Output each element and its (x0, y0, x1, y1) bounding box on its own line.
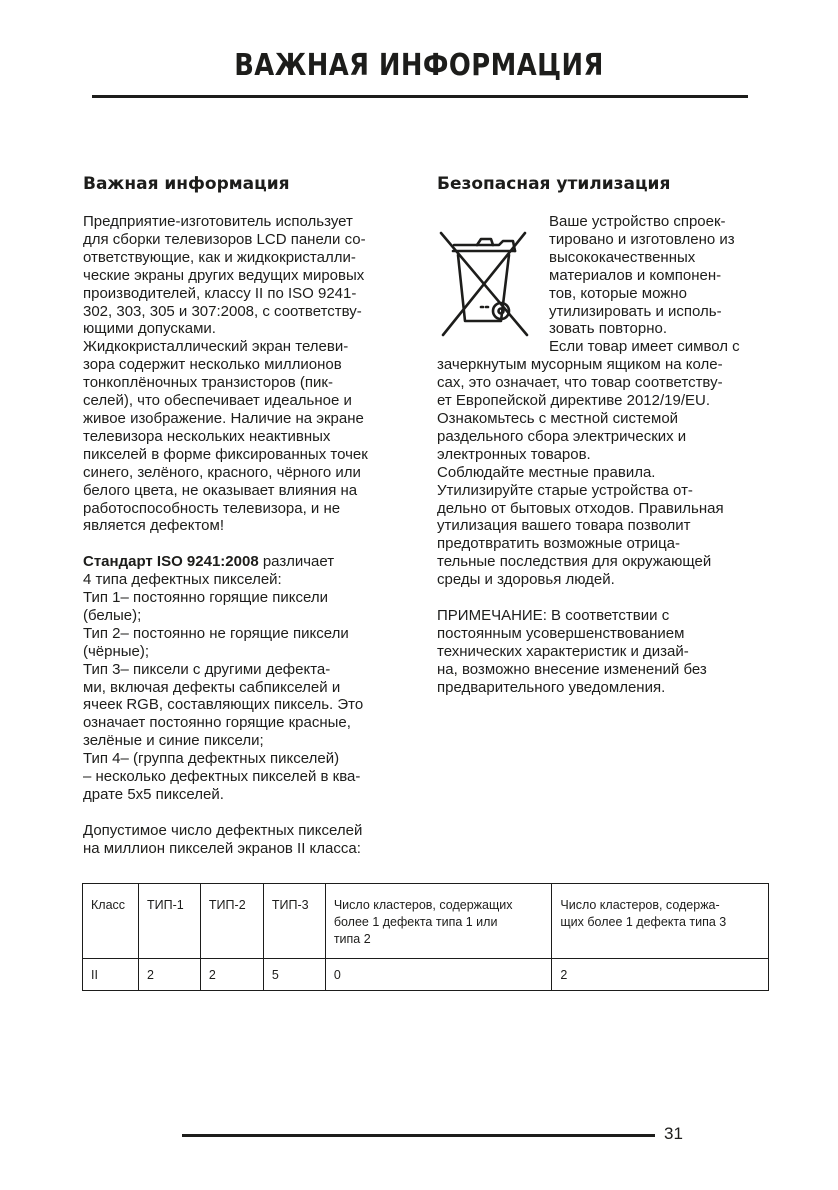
text-line: ми, включая дефекты сабпикселей и (83, 678, 341, 696)
text-line: более 1 дефекта типа 1 или (333, 915, 498, 929)
page-number: 31 (664, 1124, 683, 1143)
table-header-cell: Класс (83, 884, 139, 959)
table-cell: 2 (552, 959, 769, 991)
text-line: Утилизируйте старые устройства от- (437, 481, 693, 499)
text-line: типа 2 (333, 932, 371, 946)
text-line: работоспособность телевизора, и не (83, 499, 341, 517)
important-info-title: Важная информация (83, 174, 290, 194)
text-line: Предприятие-изготовитель использует (83, 213, 353, 230)
text-line: материалов и компонен- (549, 266, 722, 284)
text-line: высококачественных (549, 248, 696, 266)
table-cell: 2 (138, 959, 200, 991)
text-line: предотвратить возможные отрица- (437, 535, 681, 553)
table-cell: 5 (263, 959, 325, 991)
text-line: тонкоплёночных транзисторов (пик- (83, 374, 333, 392)
table-header-cell (552, 884, 769, 959)
table-header-row (83, 884, 769, 959)
text-line: Тип 4– (группа дефектных пикселей) (83, 750, 340, 768)
text-line: 302, 303, 305 и 307:2008, с соответству- (83, 302, 362, 320)
text-line: постоянным усовершенствованием (437, 624, 685, 642)
text-line: означает постоянно горящие красные, (83, 714, 351, 732)
allowed-defects-paragraph (83, 822, 413, 858)
text-line: Жидкокристаллический экран телеви- (83, 338, 349, 356)
text-line: селей), что обеспечивает идеальное и (83, 392, 352, 410)
text-line: Число кластеров, содержащих (333, 898, 513, 912)
text-line: Тип 3– пиксели с другими дефекта- (83, 660, 331, 678)
text-line: ПРИМЕЧАНИЕ: В соответствии с (437, 606, 670, 624)
standard-text: различает (258, 553, 335, 571)
text-line: тельные последствия для окружающей (437, 553, 712, 571)
text-line: 4 типа дефектных пикселей: (83, 571, 282, 589)
table-cell: 2 (200, 959, 263, 991)
table-cell: II (83, 959, 139, 991)
text-line: – несколько дефектных пикселей в ква- (83, 768, 361, 786)
text-line: утилизация вашего товара позволит (437, 517, 691, 535)
text-line: тировано и изготовлено из (549, 230, 735, 248)
text-line: производителей, классу II по ISO 9241- (83, 284, 357, 302)
text-line: утилизировать и исполь- (549, 302, 722, 320)
page-title: ВАЖНАЯ ИНФОРМАЦИЯ (234, 48, 604, 83)
text-line: тов, которые можно (549, 284, 687, 302)
crossed-out-wheelie-bin-icon (437, 217, 533, 341)
standard-name: Стандарт ISO 9241:2008 (83, 553, 259, 571)
text-line: (белые); (83, 606, 142, 624)
text-line: зовать повторно. (549, 320, 668, 338)
text-line: предварительного уведомления. (437, 678, 666, 696)
text-line: на, возможно внесение изменений без (437, 660, 707, 678)
text-line: Тип 1– постоянно горящие пиксели (83, 589, 328, 607)
text-line: раздельного сбора электрических и (437, 427, 687, 445)
text-line: драте 5x5 пикселей. (83, 785, 224, 803)
text-line: Допустимое число дефектных пикселей (83, 821, 363, 839)
text-line: зора содержит несколько миллионов (83, 356, 342, 374)
footer-divider (182, 1134, 655, 1137)
text-line: сах, это означает, что товар соответству- (437, 374, 723, 392)
text-line (83, 553, 413, 571)
text-line: пикселей в форме фиксированных точек (83, 445, 368, 463)
text-line: Тип 2– постоянно не горящие пиксели (83, 624, 349, 642)
text-line: Соблюдайте местные правила. (437, 463, 656, 481)
text-line: на миллион пикселей экранов II класса: (83, 839, 361, 857)
important-info-section (83, 174, 413, 858)
text-line: дельно от бытовых отходов. Правильная (437, 499, 724, 517)
text-line: Ознакомьтесь с местной системой (437, 409, 679, 427)
text-line: зелёные и синие пиксели; (83, 732, 264, 750)
table-row (83, 959, 769, 991)
text-line: ческие экраны других ведущих мировых (83, 266, 365, 284)
pixel-defect-types (83, 553, 413, 804)
important-info-paragraph (83, 213, 413, 535)
safe-disposal-section (437, 174, 769, 696)
table-cell: 0 (325, 959, 552, 991)
table-header-cell: ТИП-1 (138, 884, 200, 959)
text-line: является дефектом! (83, 517, 224, 535)
text-line: Ваше устройство спроек- (549, 213, 726, 230)
text-line: (чёрные); (83, 642, 150, 660)
table-header-cell: ТИП-3 (263, 884, 325, 959)
text-line: ющими допусками. (83, 320, 216, 338)
header-divider (92, 95, 748, 98)
text-line: Если товар имеет символ с (549, 338, 740, 356)
text-line: ответствующие, как и жидкокристалли- (83, 248, 356, 266)
text-line: ет Европейской директиве 2012/19/EU. (437, 392, 711, 410)
text-line: щих более 1 дефекта типа 3 (560, 915, 727, 929)
text-line: электронных товаров. (437, 445, 591, 463)
text-line: живое изображение. Наличие на экране (83, 409, 364, 427)
text-line: синего, зелёного, красного, чёрного или (83, 463, 361, 481)
text-line: белого цвета, не оказывает влияния на (83, 481, 358, 499)
text-line: среды и здоровья людей. (437, 571, 615, 589)
text-line: телевизора нескольких неактивных (83, 427, 331, 445)
text-line: технических характеристик и дизай- (437, 642, 689, 660)
text-line: Число кластеров, содержа- (560, 898, 720, 912)
text-line: ячеек RGB, составляющих пиксель. Это (83, 696, 364, 714)
note-paragraph (437, 607, 769, 697)
table-header-cell: ТИП-2 (200, 884, 263, 959)
table-header-cell (325, 884, 552, 959)
pixel-defect-table (82, 883, 769, 991)
safe-disposal-title: Безопасная утилизация (437, 174, 671, 194)
text-line: для сборки телевизоров LCD панели со- (83, 230, 366, 248)
text-line: зачеркнутым мусорным ящиком на коле- (437, 356, 723, 374)
